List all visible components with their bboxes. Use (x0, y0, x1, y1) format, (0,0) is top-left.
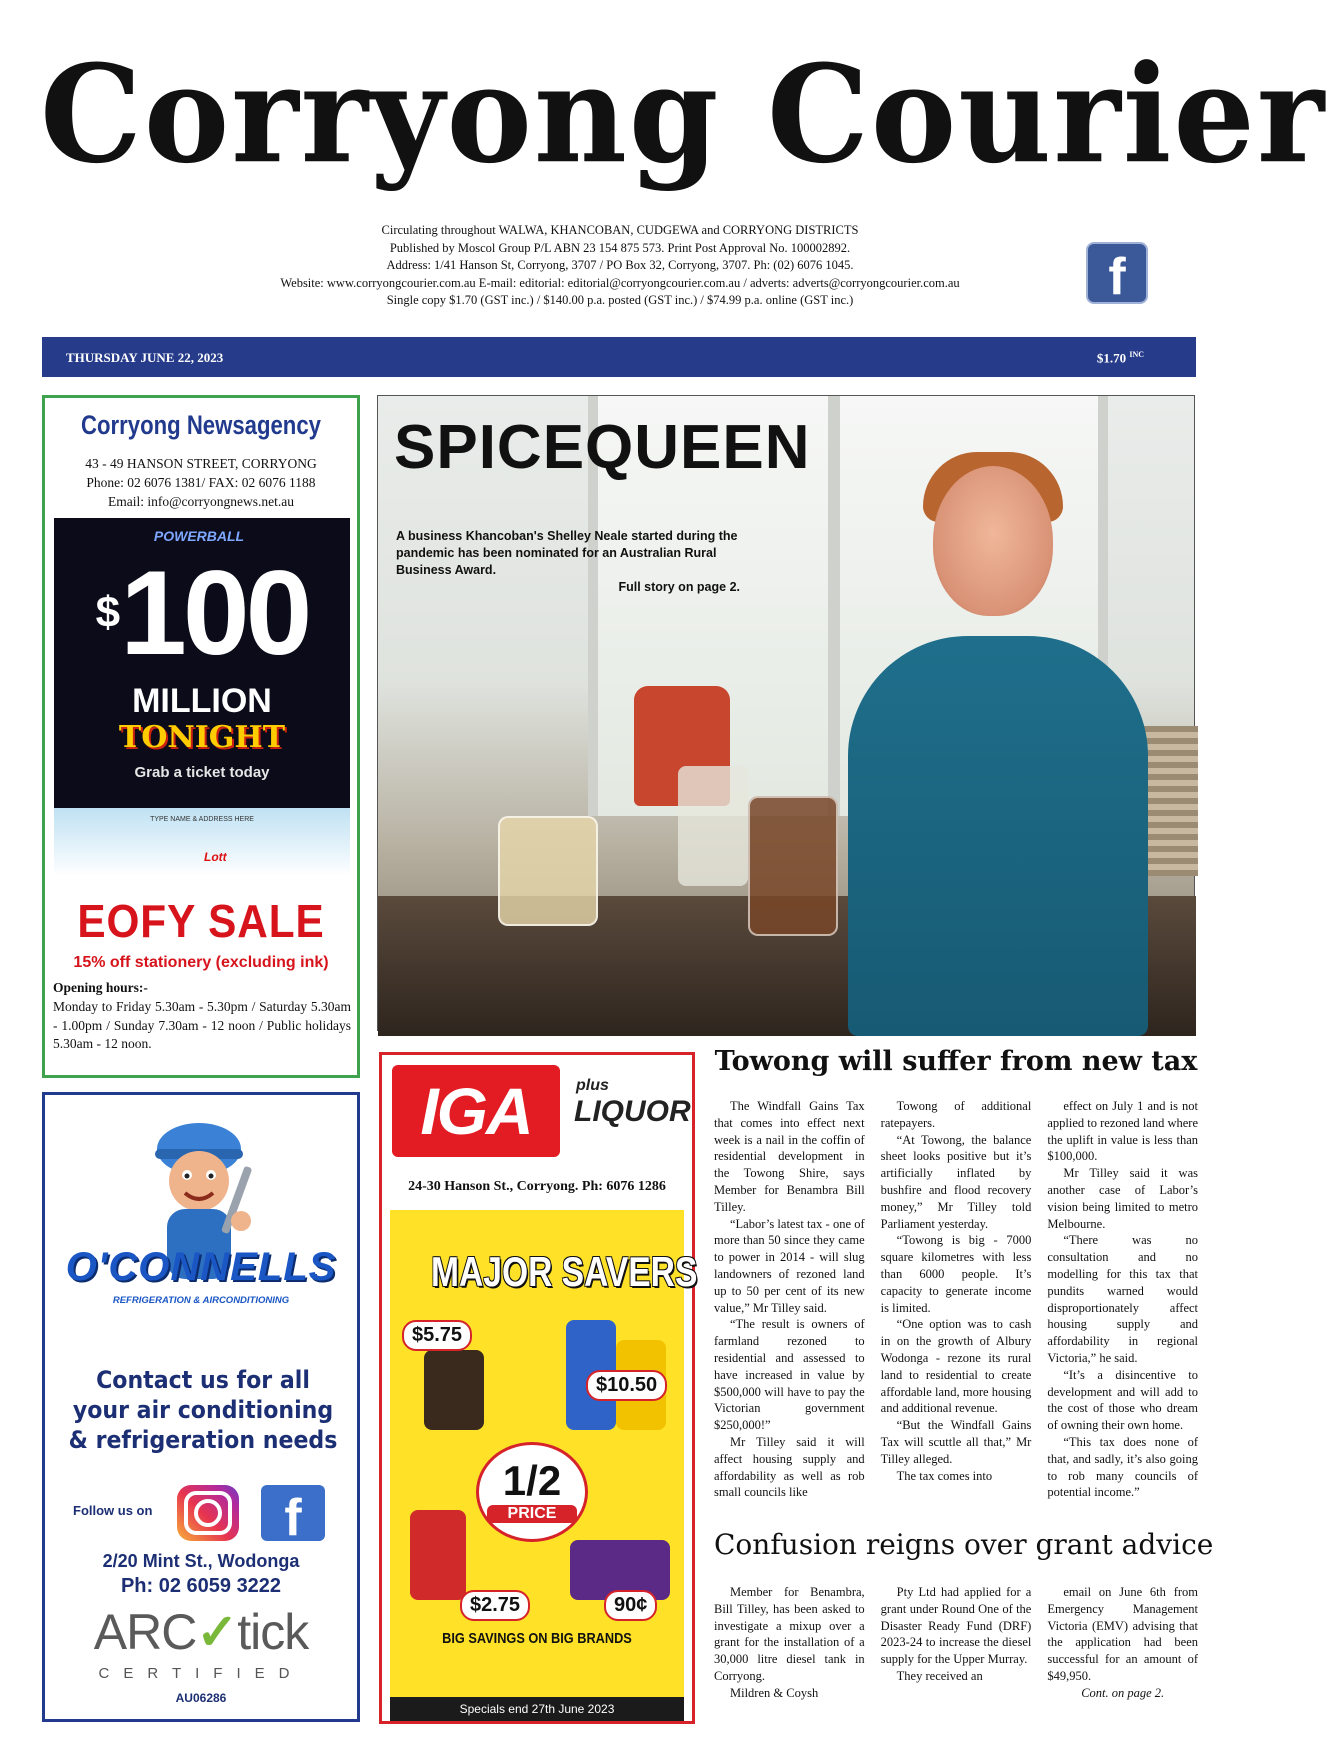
article-headline: Towong will suffer from new tax (714, 1046, 1198, 1077)
pubinfo-line: Single copy $1.70 (GST inc.) / $140.00 p.a. posted (GST inc.) / $74.99 p.a. online (GST inc.) (386, 293, 854, 307)
paragraph: The Windfall Gains Tax that comes into effect next week is a nail in the coffin of residential development in the Towong Shire, says Member for Benambra Bill Tilley. (714, 1099, 865, 1214)
paragraph: Member for Benambra, Bill Tilley, has been asked to investigate a mixup over a grant for the installation of a 30,000 litre diesel tank in Corryong. (714, 1585, 865, 1683)
newsagency-title: Corryong Newsagency (81, 410, 321, 440)
price-value: $1.70 (1096, 350, 1127, 366)
continued-link[interactable]: Cont. on page 2. (1081, 1685, 1165, 1700)
major-savers: MAJOR SAVERS (431, 1248, 698, 1295)
price-tag (460, 1590, 530, 1621)
paragraph: Pty Ltd had applied for a grant under Round One of the Disaster Ready Fund (DRF) 2023-24 to increase the diesel supply for the Upper Murray. (880, 1585, 1032, 1667)
lotto-strip-text: TYPE NAME & ADDRESS HERE (150, 816, 254, 823)
iga-address: 24-30 Hanson St., Corryong. Ph: 6076 1286 (408, 1179, 666, 1194)
product-coffee (424, 1350, 484, 1430)
paragraph: email on June 6th from Emergency Management Victoria (EMV) advising that the application had been successful for an amount of $49,950. (1047, 1585, 1199, 1683)
photo-jar (678, 766, 748, 886)
paragraph: effect on July 1 and is not applied to rezoned land where the uplift in value is less than $100,000. (1047, 1099, 1199, 1164)
oconnells-contact: Contact us for all your air conditioning & refrigeration needs (68, 1366, 338, 1454)
article-body (714, 1584, 1198, 1714)
price-value: $2.75 (470, 1594, 521, 1616)
product-kitkat (410, 1510, 466, 1600)
newsagency-email: Email: info@corryongnews.net.au (107, 494, 294, 509)
feature-deck: A business Khancoban's Shelley Neale started during the pandemic has been nominated for an Australian Rural Business Award. (396, 529, 738, 577)
feature-headline: SPICEQUEEN (394, 413, 811, 482)
jackpot-number: 100 (120, 546, 309, 680)
lotto-strip (54, 808, 350, 876)
article-headline: Confusion reigns over grant advice (714, 1528, 1214, 1561)
oconnells-sub: REFRIGERATION & AIRCONDITIONING (112, 1295, 290, 1306)
au-number: AU06286 (175, 1691, 227, 1705)
feature-more: Full story on page 2. (618, 580, 740, 594)
jackpot-grab: Grab a ticket today (134, 764, 270, 781)
powerball-logo: POWERBALL (153, 528, 245, 544)
pubinfo-line: Circulating throughout WALWA, KHANCOBAN, CUDGEWA and CORRYONG DISTRICTS (381, 223, 859, 237)
photo-person (848, 636, 1148, 1036)
paragraph: Mr Tilley said it was another case of Labor’s vision being limited to metro Melbourne. (1047, 1166, 1199, 1231)
issue-date: THURSDAY JUNE 22, 2023 (66, 350, 224, 365)
oconnells-name: O'CONNELLS (65, 1245, 337, 1289)
paragraph: Towong of additional ratepayers. (880, 1099, 1032, 1130)
photo-jar (748, 796, 838, 936)
dollar-sign: $ (95, 588, 121, 637)
paragraph: “At Towong, the balance sheet looks positive but it’s artificially inflated by bushfire and flood recovery money,” Mr Tilley told Parliament yesterday. (880, 1132, 1032, 1231)
oconnells-ad (42, 1092, 360, 1722)
price-tag (402, 1320, 472, 1351)
article-column (714, 1584, 865, 1714)
article-column (1047, 1098, 1198, 1522)
eofy-sale: EOFY SALE (77, 895, 325, 947)
arctick-logo (45, 1603, 357, 1661)
price-value: $5.75 (412, 1324, 463, 1346)
jackpot-amount (54, 548, 350, 678)
jackpot-tonight: TONIGHT (118, 720, 286, 755)
paragraph: Mr Tilley said it will affect housing supply and affordability as well as rob small councils like (714, 1434, 865, 1500)
article-column (714, 1098, 865, 1522)
newsagency-contact (45, 454, 357, 511)
lott-logo: Lott (204, 850, 227, 864)
powerball-ad-image (54, 518, 350, 808)
price-tag (604, 1590, 657, 1621)
newsagency-phone: Phone: 02 6076 1381/ FAX: 02 6076 1188 (86, 475, 316, 490)
feature-photo (377, 395, 1195, 1031)
check-icon: ✓ (196, 1604, 238, 1660)
price-tag (586, 1370, 667, 1401)
price-value: $10.50 (596, 1374, 658, 1396)
paragraph: “There was no consultation and no modelling for this tax that pundits warned would disproportionately affect housing supply and affordability in regional Victoria,” he said. (1047, 1233, 1199, 1365)
jackpot-million: MILLION (132, 682, 272, 720)
photo-face (933, 466, 1053, 616)
big-savings: BIG SAVINGS ON BIG BRANDS (442, 1630, 632, 1647)
half-number: 1/2 (502, 1457, 562, 1504)
hours-heading: Opening hours:- (53, 980, 148, 995)
masthead-title: Corryong Courier (40, 36, 1326, 194)
half-label: PRICE (487, 1505, 577, 1523)
article-column (881, 1098, 1032, 1522)
pubinfo-line: Published by Moscol Group P/L ABN 23 154 875 573. Print Post Approval No. 100002892. (389, 240, 851, 255)
iga-logo: IGA (392, 1065, 560, 1157)
paragraph: Mildren & Coysh (730, 1685, 819, 1700)
arc-text: ARC (93, 1604, 197, 1660)
pubinfo-line: Website: www.corryongcourier.com.au E-mail: editorial: editorial@corryongcourier.com.au / adverts: adverts@corryongcourier.com.au (280, 275, 960, 290)
newsagency-address: 43 - 49 HANSON STREET, CORRYONG (85, 456, 317, 471)
paragraph: “This tax does none of that, and sadly, it’s also going to rob many councils of potential income.” (1047, 1434, 1199, 1500)
paragraph: The tax comes into (896, 1468, 993, 1483)
pubinfo-line: Address: 1/41 Hanson St, Corryong, 3707 / PO Box 32, Corryong, 3707. Ph: (02) 6076 1045. (386, 258, 854, 272)
paragraph: They received an (896, 1668, 983, 1683)
price-value: 90¢ (614, 1594, 648, 1616)
facebook-icon[interactable]: f (261, 1485, 325, 1541)
tick-text: tick (237, 1604, 309, 1660)
iga-liquor: LIQUOR (574, 1095, 691, 1128)
follow-us: Follow us on (73, 1503, 153, 1518)
instagram-icon[interactable] (177, 1485, 239, 1541)
issue-price (1097, 350, 1144, 366)
photo-window-frame (828, 396, 840, 816)
paragraph: “The result is owners of farmland rezoned to residential and assessed to have increased in value by $500,000 will have to pay the Victorian government $250,000!” (714, 1317, 865, 1433)
iga-ad (379, 1052, 698, 1724)
iga-plus: plus (576, 1077, 609, 1094)
iga-specials-panel (390, 1210, 698, 1698)
half-price-badge (476, 1442, 588, 1542)
oconnells-address: 2/20 Mint St., Wodonga (102, 1551, 300, 1571)
price-sup: INC (1129, 350, 1144, 359)
sale-discount: 15% off stationery (excluding ink) (73, 954, 329, 971)
article-body (714, 1098, 1198, 1522)
opening-hours: Monday to Friday 5.30am - 5.30pm / Saturday 5.30am - 1.00pm / Sunday 7.30am - 12 noon / Public holidays 5.30am - 12 noon. (53, 999, 351, 1051)
oconnells-phone: Ph: 02 6059 3222 (120, 1575, 282, 1597)
date-band (42, 337, 1196, 377)
paragraph: “It’s a disincentive to development and will add to the cost of those who dream of owning their own home. (1047, 1367, 1199, 1433)
specials-end: Specials end 27th June 2023 (390, 1697, 684, 1721)
publication-info (200, 222, 1040, 310)
facebook-icon[interactable]: f (1086, 242, 1148, 304)
paragraph: “Towong is big - 7000 square kilometres with less than 6000 people. It’s capacity to generate income is limited. (880, 1233, 1032, 1315)
article-column (1047, 1584, 1198, 1714)
certified-label: CERTIFIED (98, 1665, 304, 1682)
newsagency-ad (42, 395, 360, 1078)
paragraph: “Labor’s latest tax - one of more than 50 since they came to power in 2014 - will slug landowners of rezoned land up to 50 per cent of its new value,” Mr Tilley said. (714, 1216, 865, 1315)
article-column (881, 1584, 1032, 1714)
photo-jar (498, 816, 598, 926)
paragraph: “But the Windfall Gains Tax will scuttle all that,” Mr Tilley alleged. (880, 1418, 1032, 1466)
paragraph: “One option was to cash in on the growth of Albury Wodonga - rezone its rural land to residential to create affordable land, more housing and additional revenue. (880, 1317, 1032, 1416)
